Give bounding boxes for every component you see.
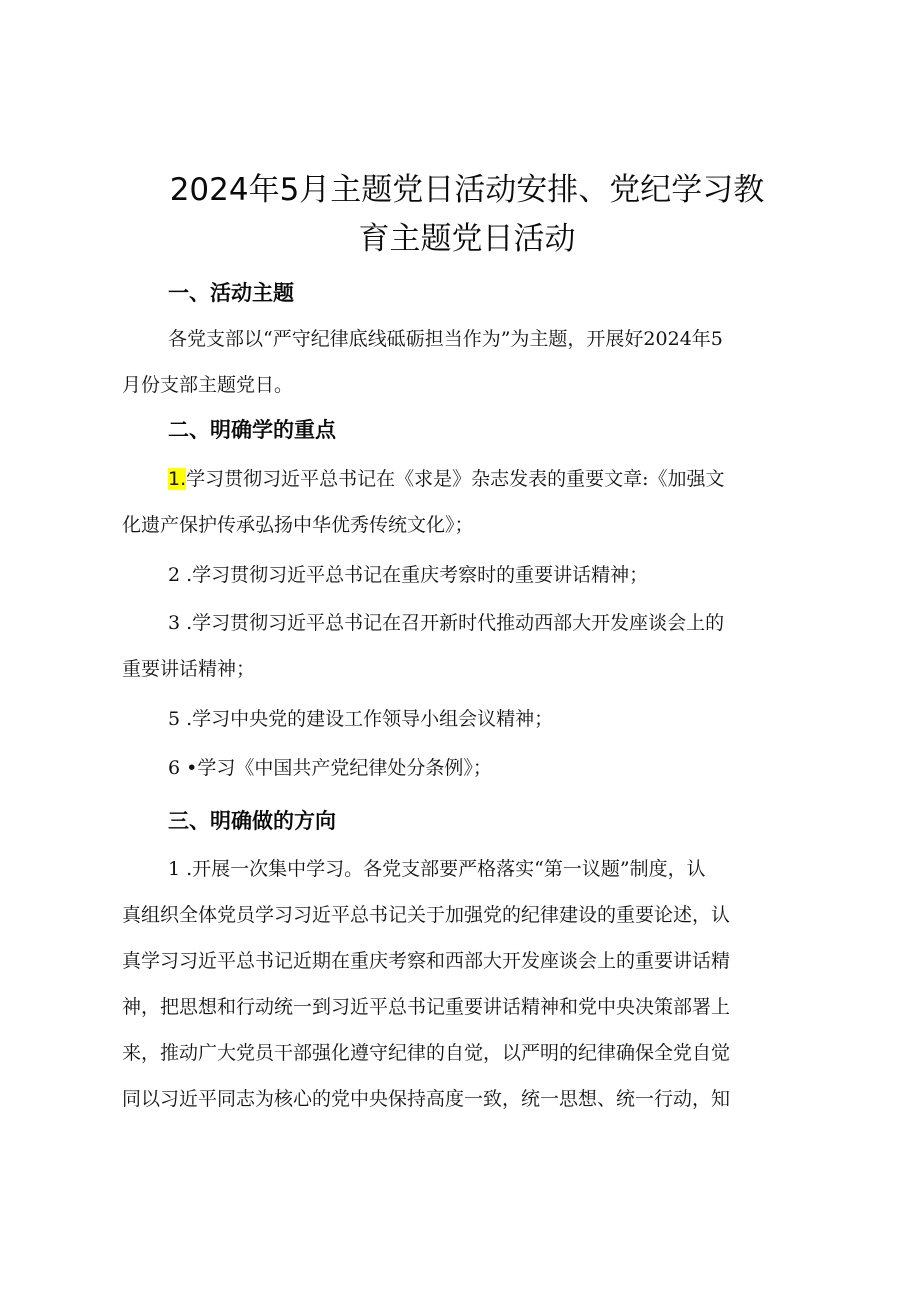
list-item-3 (122, 600, 822, 692)
paragraph-action (122, 846, 822, 1122)
paragraph-line: 6 •学习《中国共产党纪律处分条例》； (168, 757, 492, 779)
list-item-1 (122, 456, 822, 548)
document-title (110, 166, 824, 264)
paragraph-line: 5 .学习中央党的建设工作领导小组会议精神； (168, 708, 554, 730)
paragraph-line: 同以习近平同志为核心的党中央保持高度一致，统一思想、统一行动，知 (122, 1088, 731, 1110)
paragraph-line: 来，推动广大党员干部强化遵守纪律的自觉，以严明的纪律确保全党自觉 (122, 1042, 731, 1064)
paragraph-line: 3 .学习贯彻习近平总书记在召开新时代推动西部大开发座谈会上的 (168, 612, 725, 634)
title-line-2: 育主题党日活动 (358, 221, 576, 257)
list-item-2 (122, 552, 822, 598)
list-item-5 (122, 696, 822, 742)
title-line-1: 2024年5月主题党日活动安排、党纪学习教 (169, 172, 765, 208)
paragraph-line: 各党支部以“严守纪律底线砥砺担当作为”为主题，开展好2024年5 (168, 328, 723, 350)
paragraph-line: 神，把思想和行动统一到习近平总书记重要讲话精神和党中央决策部署上 (122, 996, 731, 1018)
paragraph-line: 重要讲话精神； (122, 658, 256, 680)
paragraph-line: 1 .开展一次集中学习。各党支部要严格落实“第一议题”制度，认 (168, 858, 706, 880)
section-heading-action-direction: 三、明确做的方向 (168, 809, 336, 833)
section-heading-theme: 一、活动主题 (168, 281, 294, 305)
paragraph-line: 真组织全体党员学习习近平总书记关于加强党的纪律建设的重要论述，认 (122, 904, 731, 926)
paragraph-line (122, 456, 822, 502)
paragraph-line: 2 .学习贯彻习近平总书记在重庆考察时的重要讲话精神； (168, 564, 649, 586)
section-heading-study-focus: 二、明确学的重点 (168, 418, 336, 442)
highlighted-number: 1. (168, 468, 187, 490)
paragraph-line: 月份支部主题党日。 (122, 374, 294, 396)
list-item-6 (122, 745, 822, 791)
paragraph-line: 化遗产保护传承弘扬中华优秀传统文化》； (122, 514, 474, 536)
paragraph-line: 真学习习近平总书记近期在重庆考察和西部大开发座谈会上的重要讲话精 (122, 950, 731, 972)
item-text: 学习贯彻习近平总书记在《求是》杂志发表的重要文章:《加强文 (186, 468, 725, 490)
paragraph-theme (122, 316, 822, 408)
